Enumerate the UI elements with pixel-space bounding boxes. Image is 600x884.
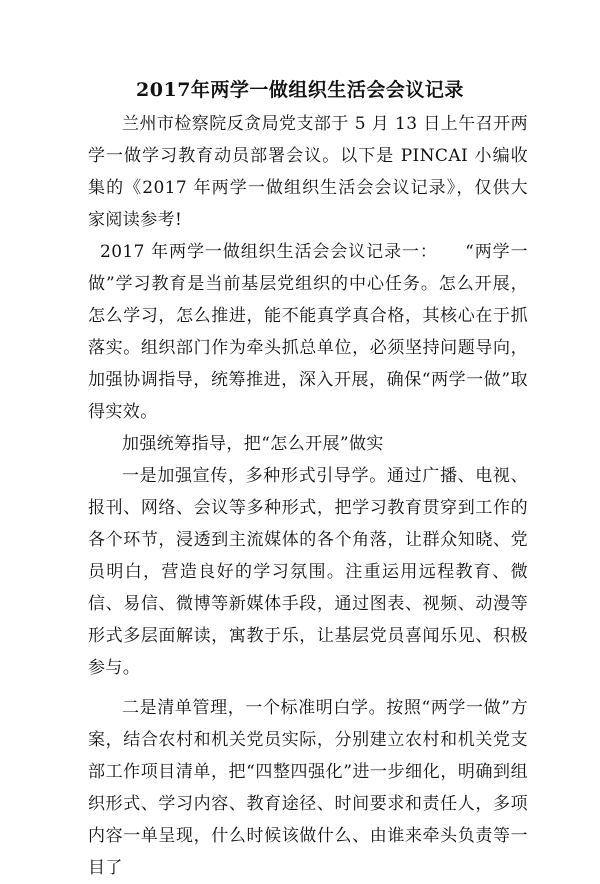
document-title: 2017年两学一做组织生活会会议记录 bbox=[136, 79, 464, 101]
paragraph-point-two: 二是清单管理，一个标准明白学。按照“两学一做”方案，结合农村和机关党员实际，分别建立农村和机关党支部工作项目清单，把“四整四强化”进一步细化，明确到组织形式、学习内容、教育途径、时间要求和责任人，多项内容一单呈现，什么时候该做什么、由谁来牵头负责等一目了 bbox=[88, 698, 528, 878]
document-body bbox=[88, 108, 528, 884]
paragraph-subheading: 加强统筹指导，把“怎么开展”做实 bbox=[122, 434, 384, 454]
paragraph-point-one: 一是加强宣传，多种形式引导学。通过广播、电视、报刊、网络、会议等多种形式，把学习教育贯穿到工作的各个环节，浸透到主流媒体的各个角落，让群众知晓、党员明白，营造良好的学习氛围。注重运用远程教育、微信、易信、微博等新媒体手段，通过图表、视频、动漫等形式多层面解读，寓教于乐，让基层党员喜闻乐见、积极参与。 bbox=[88, 466, 528, 678]
paragraph-intro: 兰州市检察院反贪局党支部于 5 月 13 日上午召开两学一做学习教育动员部署会议。以下是 PINCAI 小编收集的《2017 年两学一做组织生活会会议记录》，仅供大家阅读参考! bbox=[88, 114, 528, 230]
paragraph-record-one: 2017 年两学一做组织生活会会议记录一： “两学一做”学习教育是当前基层党组织的中心任务。怎么开展，怎么学习，怎么推进，能不能真学真合格，其核心在于抓落实。组织部门作为牵头抓总单位，必须坚持问题导向，加强协调指导，统筹推进，深入开展，确保“两学一做”取得实效。 bbox=[88, 242, 528, 422]
